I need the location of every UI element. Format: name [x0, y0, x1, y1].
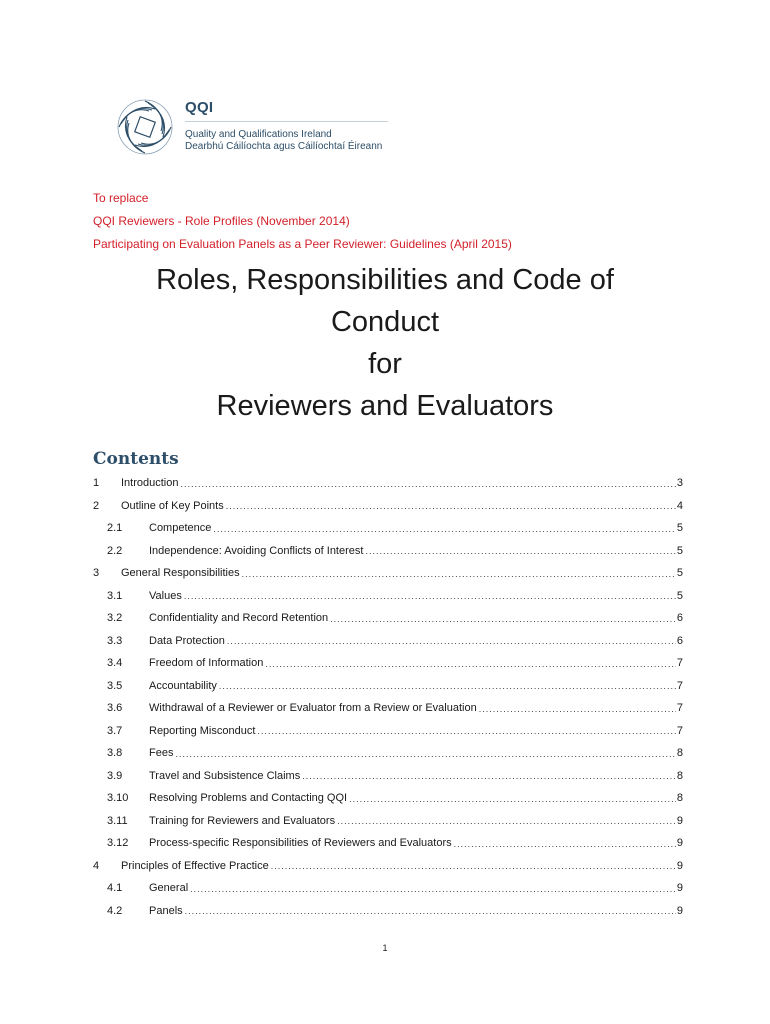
toc-entry-title: Confidentiality and Record Retention — [149, 612, 329, 625]
toc-entry-number: 3.2 — [107, 612, 123, 625]
toc-entry-page: 5 — [676, 544, 683, 557]
toc-entry-title: Independence: Avoiding Conflicts of Interest — [149, 544, 364, 557]
toc-entry-page: 9 — [676, 904, 683, 917]
toc-entry-title: Travel and Subsistence Claims — [149, 769, 301, 782]
page-number: 1 — [382, 943, 388, 953]
toc-entry-number: 3.8 — [107, 747, 123, 760]
contents-heading: Contents — [93, 449, 179, 469]
toc-entry[interactable] — [93, 765, 683, 788]
toc-entry[interactable] — [93, 607, 683, 630]
toc-entry[interactable] — [93, 787, 683, 810]
toc-entry[interactable] — [93, 832, 683, 855]
qqi-emblem-icon — [115, 97, 175, 157]
toc-entry-title: Accountability — [149, 679, 217, 692]
toc-entry[interactable] — [93, 720, 683, 743]
toc-entry-title: Training for Reviewers and Evaluators — [149, 814, 336, 827]
toc-dot-leader — [302, 771, 676, 787]
toc-dot-leader — [349, 794, 676, 810]
toc-entry-number: 3.11 — [107, 814, 128, 827]
toc-entry[interactable] — [93, 742, 683, 765]
toc-entry-number: 1 — [93, 477, 100, 490]
toc-dot-leader — [226, 501, 676, 517]
toc-entry-page: 9 — [676, 882, 683, 895]
toc-entry[interactable] — [93, 472, 683, 495]
toc-dot-leader — [184, 591, 676, 607]
toc-entry-page: 7 — [676, 724, 683, 737]
toc-entry-page: 4 — [676, 499, 683, 512]
toc-entry-number: 3 — [93, 567, 100, 580]
toc-entry-number: 4.2 — [107, 904, 123, 917]
toc-entry-page: 9 — [676, 814, 683, 827]
toc-entry[interactable] — [93, 697, 683, 720]
toc-dot-leader — [265, 659, 676, 675]
toc-entry-page: 8 — [676, 747, 683, 760]
toc-entry[interactable] — [93, 900, 683, 923]
toc-entry[interactable] — [93, 540, 683, 563]
toc-entry-page: 6 — [676, 612, 683, 625]
toc-entry-page: 8 — [676, 769, 683, 782]
document-title-line-2: Conduct — [330, 306, 439, 338]
toc-entry-number: 3.9 — [107, 769, 123, 782]
toc-entry-number: 3.6 — [107, 702, 123, 715]
toc-entry[interactable] — [93, 810, 683, 833]
toc-entry[interactable] — [93, 495, 683, 518]
toc-entry-page: 7 — [676, 657, 683, 670]
toc-entry-number: 2.1 — [107, 522, 123, 535]
toc-entry-title: Outline of Key Points — [121, 499, 224, 512]
toc-entry-title: Resolving Problems and Contacting QQI — [149, 792, 348, 805]
toc-entry[interactable] — [93, 630, 683, 653]
toc-entry-title: General Responsibilities — [121, 567, 240, 580]
toc-dot-leader — [242, 569, 676, 585]
toc-entry-number: 3.5 — [107, 679, 123, 692]
document-title-line-1: Roles, Responsibilities and Code of — [156, 264, 614, 296]
table-of-contents — [93, 472, 683, 922]
logo-irish-name: Dearbhú Cáilíochta agus Cáilíochtaí Éireann — [185, 141, 383, 152]
toc-dot-leader — [271, 861, 676, 877]
replace-label: To replace — [93, 191, 149, 205]
toc-entry-title: Process-specific Responsibilities of Reviewers and Evaluators — [149, 837, 452, 850]
toc-dot-leader — [227, 636, 676, 652]
toc-entry-page: 7 — [676, 679, 683, 692]
toc-entry[interactable] — [93, 652, 683, 675]
toc-entry-title: Principles of Effective Practice — [121, 859, 269, 872]
document-title-line-4: Reviewers and Evaluators — [216, 390, 554, 422]
toc-entry-page: 8 — [676, 792, 683, 805]
replace-item-1: QQI Reviewers - Role Profiles (November 2014) — [93, 214, 350, 228]
logo-brand-text: QQI — [185, 99, 214, 116]
toc-dot-leader — [365, 546, 675, 562]
toc-entry-number: 3.7 — [107, 724, 123, 737]
toc-dot-leader — [213, 524, 676, 540]
toc-dot-leader — [330, 614, 676, 630]
toc-entry[interactable] — [93, 855, 683, 878]
toc-dot-leader — [479, 704, 676, 720]
toc-entry-title: Values — [149, 589, 182, 602]
toc-dot-leader — [337, 816, 676, 832]
replace-item-2: Participating on Evaluation Panels as a Peer Reviewer: Guidelines (April 2015) — [93, 237, 512, 251]
toc-entry-title: Competence — [149, 522, 212, 535]
toc-entry-page: 3 — [676, 477, 683, 490]
logo-english-name: Quality and Qualifications Ireland — [185, 129, 332, 140]
toc-entry[interactable] — [93, 562, 683, 585]
toc-entry[interactable] — [93, 877, 683, 900]
toc-entry-page: 6 — [676, 634, 683, 647]
toc-entry-number: 4.1 — [107, 882, 123, 895]
toc-entry-title: Reporting Misconduct — [149, 724, 256, 737]
toc-entry-number: 4 — [93, 859, 100, 872]
toc-entry[interactable] — [93, 675, 683, 698]
toc-entry-number: 3.3 — [107, 634, 123, 647]
toc-entry-title: Fees — [149, 747, 174, 760]
toc-entry-title: Freedom of Information — [149, 657, 264, 670]
toc-entry-page: 9 — [676, 837, 683, 850]
toc-entry-number: 3.10 — [107, 792, 129, 805]
toc-entry-page: 5 — [676, 589, 683, 602]
toc-dot-leader — [175, 749, 675, 765]
toc-dot-leader — [180, 479, 675, 495]
toc-entry-title: Panels — [149, 904, 183, 917]
document-title-line-3: for — [368, 348, 402, 380]
toc-dot-leader — [190, 884, 676, 900]
toc-entry-page: 5 — [676, 522, 683, 535]
toc-entry-title: Introduction — [121, 477, 179, 490]
toc-entry-page: 5 — [676, 567, 683, 580]
toc-entry-title: General — [149, 882, 189, 895]
toc-entry[interactable] — [93, 517, 683, 540]
toc-dot-leader — [454, 839, 676, 855]
toc-entry-title: Data Protection — [149, 634, 225, 647]
logo-divider — [185, 121, 388, 122]
toc-entry[interactable] — [93, 585, 683, 608]
toc-dot-leader — [219, 681, 676, 697]
toc-entry-number: 3.1 — [107, 589, 123, 602]
toc-dot-leader — [185, 906, 676, 922]
toc-entry-number: 2 — [93, 499, 100, 512]
toc-entry-title: Withdrawal of a Reviewer or Evaluator from a Review or Evaluation — [149, 702, 477, 715]
toc-entry-number: 3.12 — [107, 837, 129, 850]
qqi-logo — [115, 97, 400, 163]
toc-entry-page: 7 — [676, 702, 683, 715]
toc-entry-page: 9 — [676, 859, 683, 872]
toc-dot-leader — [257, 726, 675, 742]
toc-entry-number: 2.2 — [107, 544, 123, 557]
toc-entry-number: 3.4 — [107, 657, 123, 670]
